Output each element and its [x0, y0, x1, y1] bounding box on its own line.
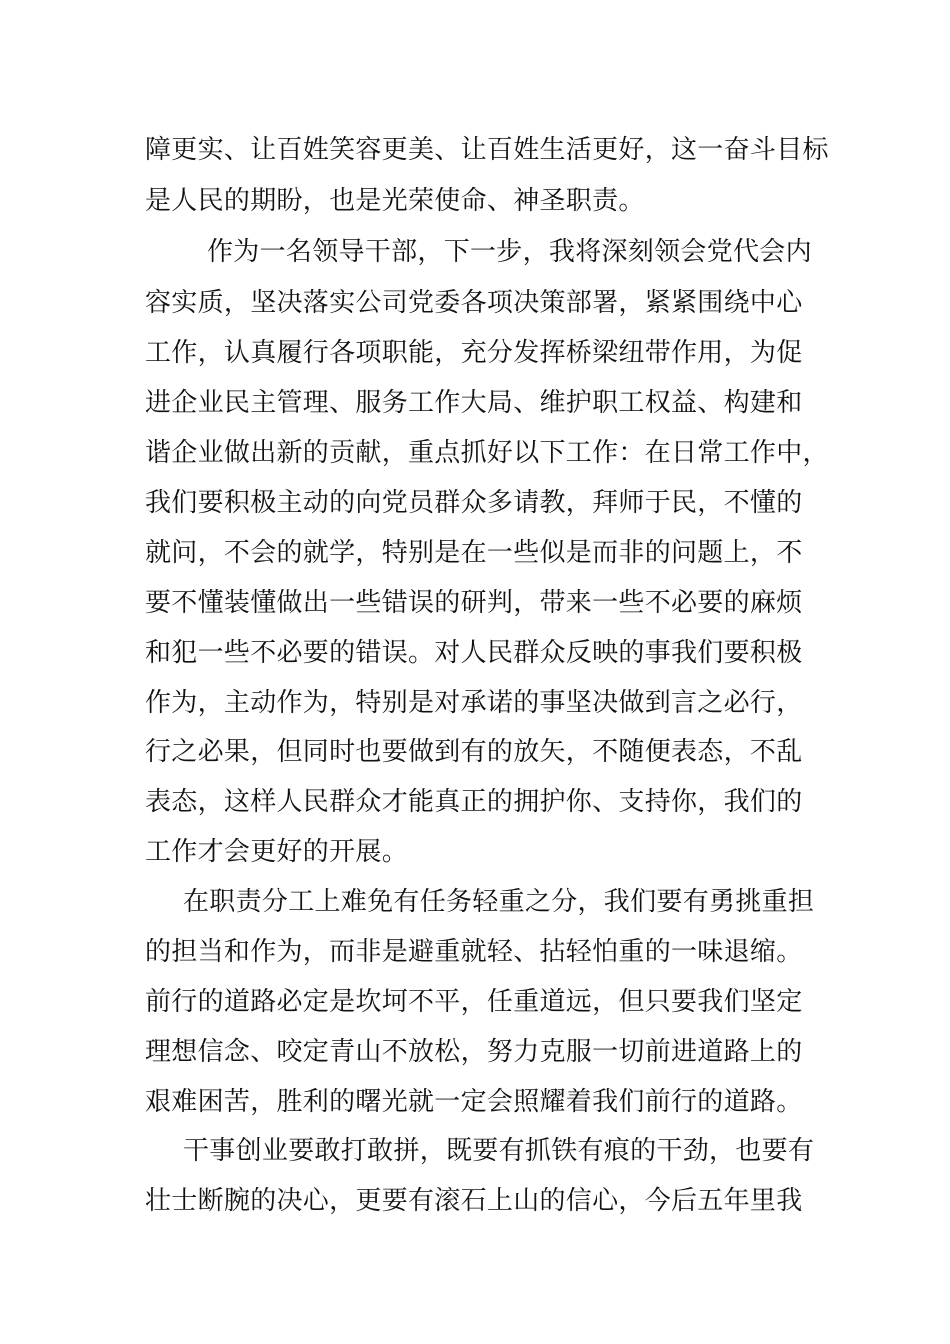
- paragraph-2-line-3: 工作，认真履行各项职能，充分发挥桥梁纽带作用，为促: [145, 338, 803, 368]
- paragraph-2-line-13: 工作才会更好的开展。: [145, 837, 409, 867]
- paragraph-3-line-4: 理想信念、咬定青山不放松，努力克服一切前进道路上的: [145, 1037, 803, 1067]
- paragraph-4-line-2: 壮士断腕的决心，更要有滚石上山的信心，今后五年里我: [145, 1186, 803, 1216]
- paragraph-2-line-5: 谐企业做出新的贡献，重点抓好以下工作：在日常工作中，: [145, 438, 829, 468]
- paragraph-3-line-1: 在职责分工上难免有任务轻重之分，我们要有勇挑重担: [183, 887, 815, 917]
- paragraph-2-line-11: 行之必果，但同时也要做到有的放矢，不随便表态，不乱: [145, 737, 803, 767]
- paragraph-2-line-8: 要不懂装懂做出一些错误的研判，带来一些不必要的麻烦: [145, 588, 803, 618]
- paragraph-2-line-4: 进企业民主管理、服务工作大局、维护职工权益、构建和: [145, 388, 803, 418]
- paragraph-1-line-1: 障更实、让百姓笑容更美、让百姓生活更好，这一奋斗目标: [145, 135, 829, 165]
- paragraph-1-line-2: 是人民的期盼，也是光荣使命、神圣职责。: [145, 186, 645, 216]
- paragraph-2-line-9: 和犯一些不必要的错误。对人民群众反映的事我们要积极: [145, 638, 803, 668]
- paragraph-2-line-1: 作为一名领导干部，下一步，我将深刻领会党代会内: [207, 237, 812, 267]
- paragraph-3-line-3: 前行的道路必定是坎坷不平，任重道远，但只要我们坚定: [145, 987, 803, 1017]
- paragraph-2-line-12: 表态，这样人民群众才能真正的拥护你、支持你，我们的: [145, 787, 803, 817]
- paragraph-4-line-1: 干事创业要敢打敢拼，既要有抓铁有痕的干劲，也要有: [183, 1136, 815, 1166]
- paragraph-3-line-2: 的担当和作为，而非是避重就轻、拈轻怕重的一味退缩。: [145, 937, 803, 967]
- paragraph-2-line-7: 就问，不会的就学，特别是在一些似是而非的问题上，不: [145, 538, 803, 568]
- paragraph-3-line-5: 艰难困苦，胜利的曙光就一定会照耀着我们前行的道路。: [145, 1087, 803, 1117]
- paragraph-2-line-2: 容实质，坚决落实公司党委各项决策部署，紧紧围绕中心: [145, 288, 803, 318]
- paragraph-2-line-10: 作为，主动作为，特别是对承诺的事坚决做到言之必行，: [145, 688, 803, 718]
- paragraph-2-line-6: 我们要积极主动的向党员群众多请教，拜师于民，不懂的: [145, 488, 803, 518]
